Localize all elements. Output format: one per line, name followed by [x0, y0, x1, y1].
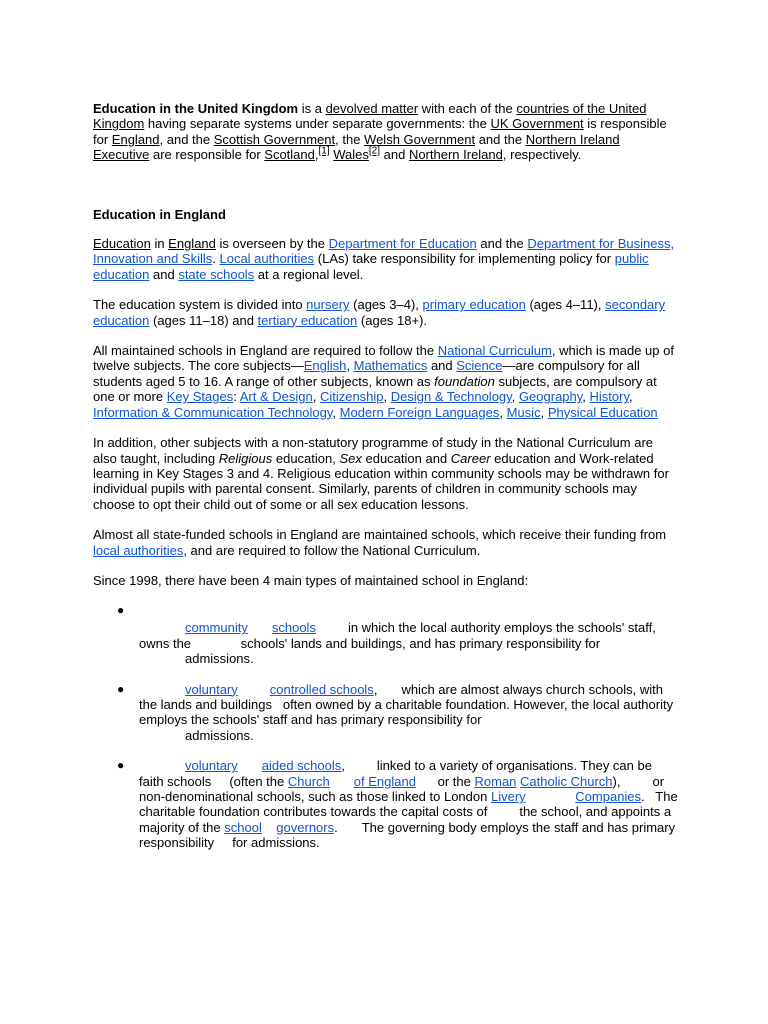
link-local-authorities[interactable]: Local authorities: [219, 251, 315, 267]
link-schools[interactable]: schools: [271, 620, 316, 636]
link-scottish-government[interactable]: Scottish Government: [213, 131, 336, 147]
list-item: ● community schools in which the local authority employs the schools' staff, owns the schools' lands and buildings, and has primary responsibility for admissions.: [117, 603, 656, 667]
link-aided-schools[interactable]: aided schools: [261, 758, 342, 774]
link-wales[interactable]: Wales: [333, 147, 369, 163]
link-school[interactable]: school: [224, 819, 262, 835]
link-national-curriculum[interactable]: National Curriculum: [437, 343, 552, 359]
link-secondary-education[interactable]: secondary education: [93, 297, 666, 328]
link-english[interactable]: English: [303, 358, 347, 374]
link-livery[interactable]: Livery: [490, 789, 526, 804]
link-key-stages[interactable]: Key Stages: [166, 389, 234, 405]
link-science[interactable]: Science: [456, 358, 503, 374]
link-voluntary[interactable]: voluntary: [185, 681, 238, 697]
paragraph-oversight: Education in England is overseen by the Department for Education and the Department for Business, Innovation and Skills. Local authorities (LAs) take responsibility for implementing policy for public education and state schools at a regional level.: [93, 236, 675, 282]
link-citizenship[interactable]: Citizenship: [319, 389, 384, 405]
link-england[interactable]: England: [168, 236, 216, 252]
link-tertiary-education[interactable]: tertiary education: [257, 312, 358, 328]
paragraph-curriculum: All maintained schools in England are required to follow the National Curriculum, which is made up of twelve subjects. The core subjects—English, Mathematics and Science—are compulsory for all students aged 5 to 16. A range of other subjects, known as foundation subjects, are compulsory at one or more Key Stages: Art & Design, Citizenship, Design & Technology, Geography, History, Information & Communication Technology, Modern Foreign Languages, Music, Physical Education: [93, 343, 674, 420]
paragraph-additional-subjects: In addition, other subjects with a non-statutory programme of study in the National Curriculum are also taught, including Religious education, Sex education and Career education and Work-related learning in Key Stages 3 and 4. Religious education within community schools may be withdrawn for individual pupils with parental consent. Similarly, parents of children in community schools may choose to opt their child out of some or all sex education lessons.: [93, 435, 669, 512]
link-geography[interactable]: Geography: [518, 389, 583, 405]
link-scotland[interactable]: Scotland: [264, 147, 315, 163]
link-northern-ireland[interactable]: Northern Ireland: [408, 147, 503, 163]
link-art-design[interactable]: Art & Design: [239, 389, 313, 405]
link-controlled-schools[interactable]: controlled schools: [269, 681, 374, 697]
link-community[interactable]: community: [185, 620, 248, 636]
link-voluntary-aided[interactable]: voluntary: [185, 758, 238, 774]
link-local-authorities-2[interactable]: local authorities: [93, 542, 184, 558]
link-education[interactable]: Education: [93, 236, 151, 252]
link-uk-government[interactable]: UK Government: [490, 116, 584, 132]
bullet-icon: ●: [117, 681, 125, 696]
link-countries-of-uk[interactable]: countries of the United Kingdom: [93, 101, 647, 132]
link-of-england[interactable]: of England: [353, 773, 416, 789]
paragraph-school-types: Since 1998, there have been 4 main types of maintained school in England:: [93, 572, 529, 588]
link-music[interactable]: Music: [506, 404, 541, 420]
link-governors[interactable]: governors: [276, 819, 335, 835]
link-nursery[interactable]: nursery: [306, 297, 350, 313]
link-design-technology[interactable]: Design & Technology: [390, 389, 512, 405]
reference-1[interactable]: [1]: [318, 145, 330, 157]
link-public-education[interactable]: public education: [93, 251, 649, 282]
link-primary-education[interactable]: primary education: [422, 297, 526, 313]
list-item: ● voluntary controlled schools, which are almost always church schools, with the lands and buildings often owned by a charitable foundation. However, the local authority employs the schools' staff and has primary responsibility for admissions.: [117, 681, 674, 743]
link-roman[interactable]: Roman: [474, 773, 517, 789]
link-state-schools[interactable]: state schools: [178, 266, 255, 282]
section-heading: Education in England: [93, 206, 226, 222]
school-types-list: [93, 603, 678, 850]
bullet-icon: ●: [117, 758, 125, 773]
list-item: ● voluntary aided schools, linked to a variety of organisations. They can be faith schools (often the Church of England or the Roman Catholic Church), or non-denominational schools, such as those linked to London Livery Companies. The charitable foundation contributes towards the capital costs of the school, and appoints a majority of the school governors. The governing body employs the staff and has primary responsibility for admissions.: [117, 758, 678, 851]
link-mathematics[interactable]: Mathematics: [353, 358, 428, 374]
link-department-bis[interactable]: Department for Business, Innovation and Skills: [93, 236, 675, 267]
link-england[interactable]: England: [111, 131, 160, 147]
paragraph-funding: Almost all state-funded schools in England are maintained schools, which receive their funding from local authorities, and are required to follow the National Curriculum.: [93, 527, 667, 558]
bullet-icon: ●: [117, 603, 125, 618]
link-catholic-church[interactable]: Catholic Church: [520, 773, 613, 789]
reference-2[interactable]: [2]: [368, 145, 381, 157]
link-devolved-matter[interactable]: devolved matter: [325, 101, 419, 116]
link-department-for-education[interactable]: Department for Education: [328, 236, 477, 252]
intro-paragraph: Education in the United Kingdom is a devolved matter with each of the countries of the United Kingdom having separate systems under separate governments: the UK Government is responsible for England, and the Scottish Government, the Welsh Government and the Northern Ireland Executive are responsible for Scotland,[1] Wales[2] and Northern Ireland, respectively.: [93, 101, 667, 163]
link-northern-ireland-executive[interactable]: Northern Ireland Executive: [93, 131, 620, 163]
link-companies[interactable]: Companies: [575, 789, 642, 804]
link-history[interactable]: History: [589, 389, 630, 405]
link-church[interactable]: Church: [287, 773, 330, 789]
intro-title: Education in the United Kingdom: [93, 101, 299, 116]
link-modern-foreign-languages[interactable]: Modern Foreign Languages: [339, 404, 500, 420]
paragraph-system: The education system is divided into nursery (ages 3–4), primary education (ages 4–11), secondary education (ages 11–18) and tertiary education (ages 18+).: [93, 297, 666, 328]
link-welsh-government[interactable]: Welsh Government: [364, 131, 476, 147]
link-ict[interactable]: Information & Communication Technology: [93, 404, 333, 420]
link-physical-education[interactable]: Physical Education: [547, 404, 658, 420]
